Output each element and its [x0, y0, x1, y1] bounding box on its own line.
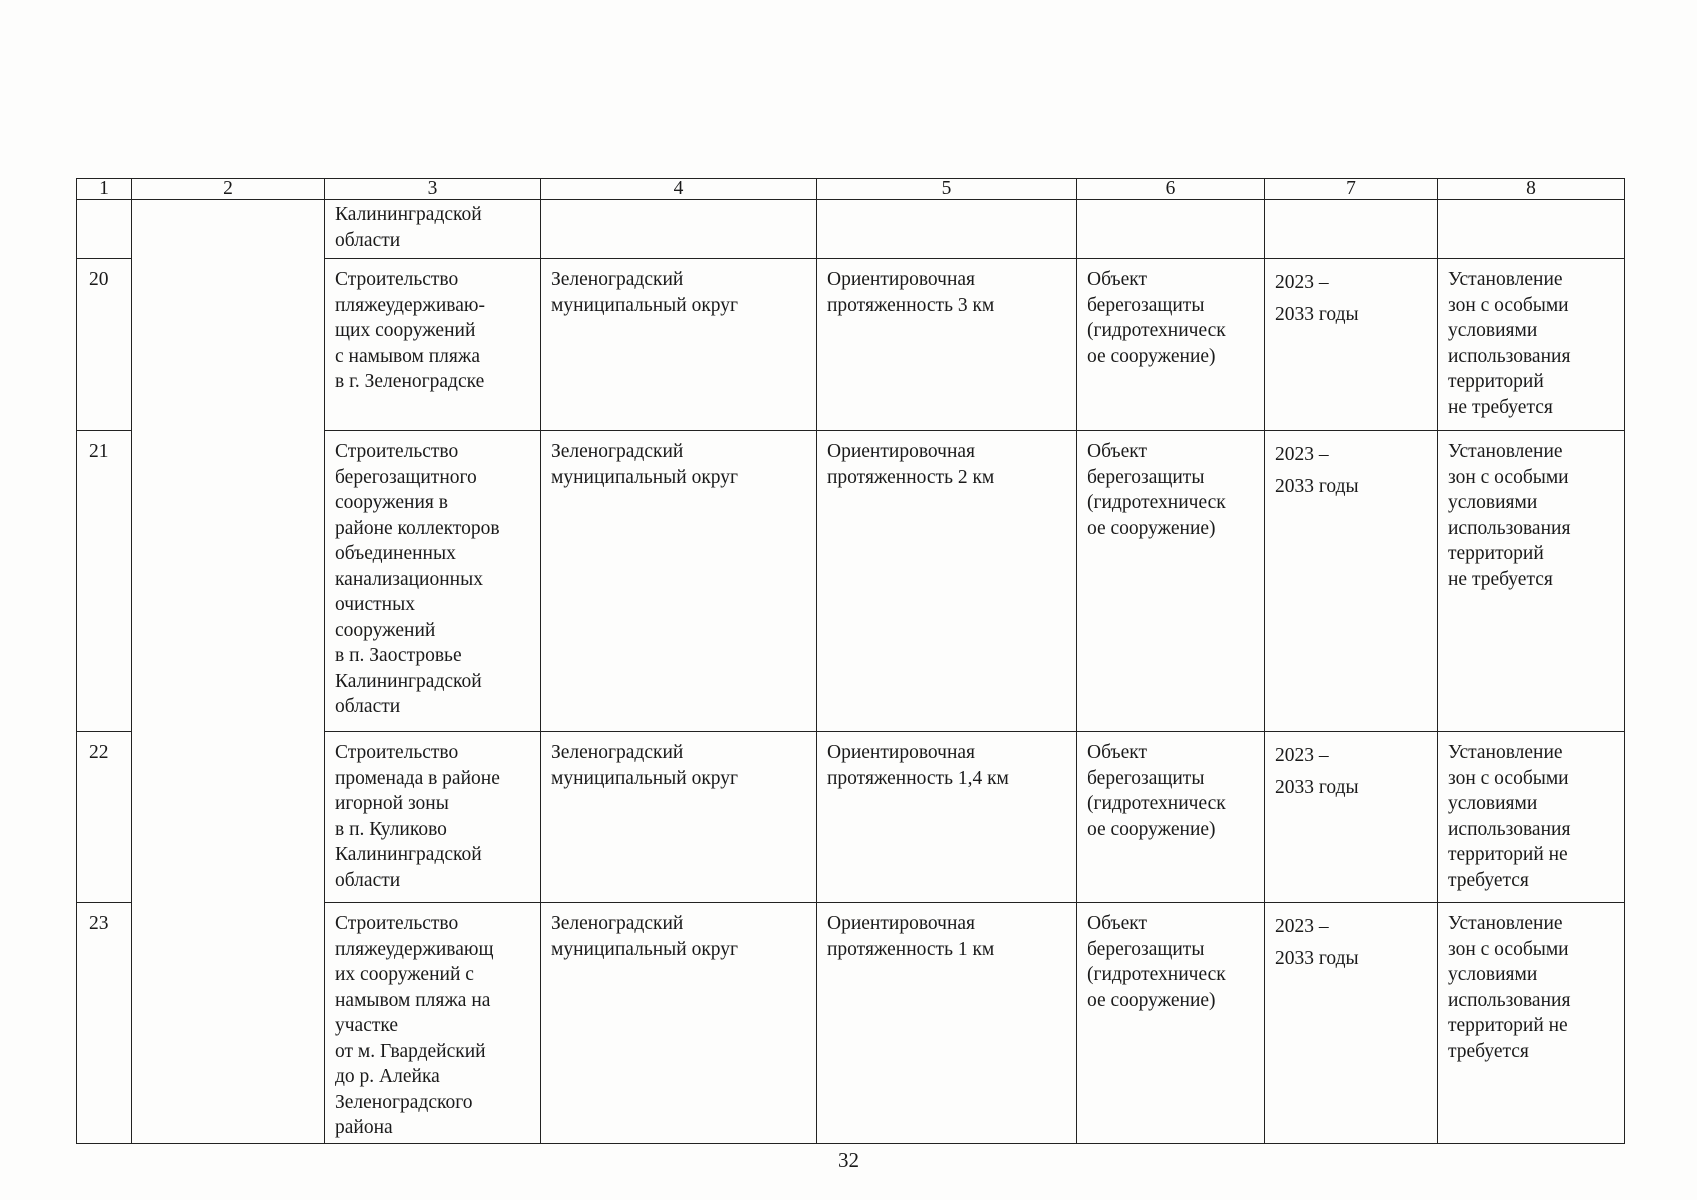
- header-col-4: 4: [541, 179, 817, 200]
- years: 2023 – 2033 годы: [1265, 259, 1438, 431]
- object-name: Калининградской области: [325, 200, 541, 259]
- header-col-8: 8: [1438, 179, 1625, 200]
- location: Зеленоградский муниципальный округ: [541, 431, 817, 732]
- row-number: 23: [77, 903, 132, 1144]
- column-number-row: [77, 179, 1625, 200]
- parameters: Ориентировочная протяженность 2 км: [817, 431, 1077, 732]
- header-col-1: 1: [77, 179, 132, 200]
- parameters: Ориентировочная протяженность 3 км: [817, 259, 1077, 431]
- years: 2023 – 2033 годы: [1265, 732, 1438, 903]
- zones-note: Установление зон с особыми условиями использования территорий не требуется: [1438, 431, 1625, 732]
- zones-note: Установление зон с особыми условиями использования территорий не требуется: [1438, 259, 1625, 431]
- header-col-2: 2: [132, 179, 325, 200]
- object-type: [1077, 200, 1265, 259]
- row-number: 22: [77, 732, 132, 903]
- object-name: Строительство променада в районе игорной зоны в п. Куликово Калининградской области: [325, 732, 541, 903]
- header-col-5: 5: [817, 179, 1077, 200]
- header-col-6: 6: [1077, 179, 1265, 200]
- location: Зеленоградский муниципальный округ: [541, 732, 817, 903]
- object-type: Объект берегозащиты (гидротехническ ое сооружение): [1077, 259, 1265, 431]
- object-name: Строительство пляжеудерживающ их сооружений с намывом пляжа на участке от м. Гвардейский до р. Алейка Зеленоградского района: [325, 903, 541, 1144]
- row-number: [77, 200, 132, 259]
- years: 2023 – 2033 годы: [1265, 903, 1438, 1144]
- location: Зеленоградский муниципальный округ: [541, 259, 817, 431]
- object-type: Объект берегозащиты (гидротехническ ое сооружение): [1077, 903, 1265, 1144]
- page-number: 32: [838, 1148, 859, 1172]
- zones-note: [1438, 200, 1625, 259]
- location: Зеленоградский муниципальный округ: [541, 903, 817, 1144]
- location: [541, 200, 817, 259]
- parameters: [817, 200, 1077, 259]
- row-number: 20: [77, 259, 132, 431]
- header-col-7: 7: [1265, 179, 1438, 200]
- years: 2023 – 2033 годы: [1265, 431, 1438, 732]
- header-col-3: 3: [325, 179, 541, 200]
- object-type: Объект берегозащиты (гидротехническ ое сооружение): [1077, 431, 1265, 732]
- parameters: Ориентировочная протяженность 1,4 км: [817, 732, 1077, 903]
- parameters: Ориентировочная протяженность 1 км: [817, 903, 1077, 1144]
- object-name: Строительство берегозащитного сооружения в районе коллекторов объединенных канализационных очистных сооружений в п. Заостровье Калининградской области: [325, 431, 541, 732]
- row-number: 21: [77, 431, 132, 732]
- category-cell-merged: [132, 200, 325, 1144]
- table-row-continuation: [77, 200, 1625, 259]
- years: [1265, 200, 1438, 259]
- zones-note: Установление зон с особыми условиями использования территорий не требуется: [1438, 903, 1625, 1144]
- object-type: Объект берегозащиты (гидротехническ ое сооружение): [1077, 732, 1265, 903]
- zones-note: Установление зон с особыми условиями использования территорий не требуется: [1438, 732, 1625, 903]
- objects-table: [76, 178, 1625, 1144]
- object-name: Строительство пляжеудерживаю- щих сооружений с намывом пляжа в г. Зеленоградске: [325, 259, 541, 431]
